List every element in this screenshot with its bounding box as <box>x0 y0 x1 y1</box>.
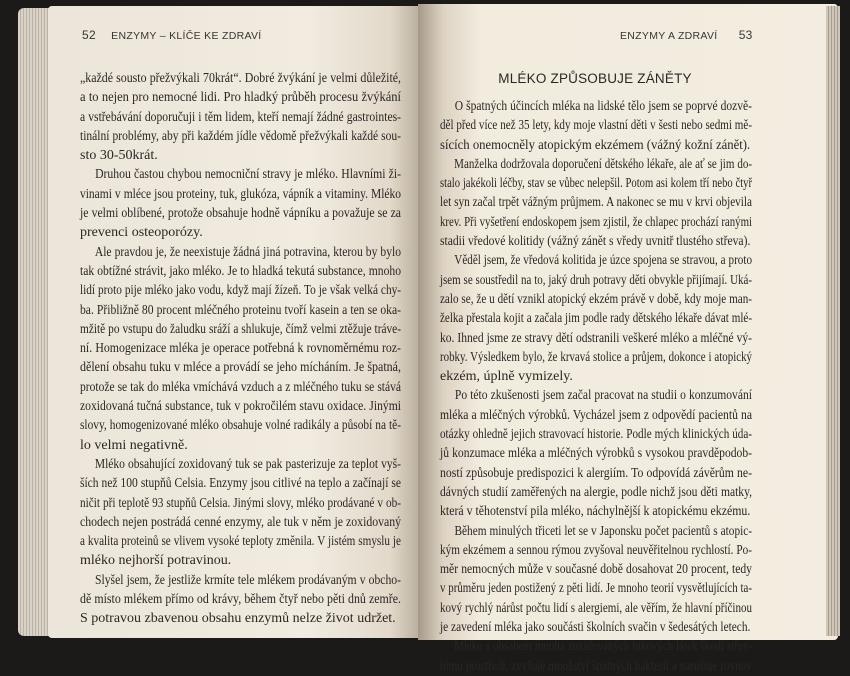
text-line: Po této zkušenosti jsem začal pracovat na studii o konzumování <box>454 388 752 404</box>
text-line: želka přestala kojit a začala jim podle rady dětského lékaře dávat mlé- <box>440 311 752 327</box>
text-line: jů konzumace mléka a mléčných výrobků s vysokou pravděpodob- <box>440 446 752 462</box>
text-line: tinální problémy, aby při každém jídle vědomě přežvýkali každé sou- <box>80 128 401 144</box>
left-running-head <box>82 28 262 42</box>
text-line: tak obtížné strávit, jako mléko. Je to hladká tekutá substance, mnoho <box>80 263 401 279</box>
page-edges-right <box>826 6 840 636</box>
text-line: Mléko s obsahem mnoha zoxidovaných tukových látek škodí střev- <box>454 639 752 655</box>
text-line: ších než 100 stupňů Celsia. Enzymy jsou citlivé na teplo a začínají se <box>80 476 401 492</box>
text-line: otázky ohledně jejich stravovací historie. Podle mých klinických úda- <box>440 427 752 443</box>
page-number-left: 52 <box>82 28 96 42</box>
text-line: protože se tak do mléka vmíchává vzduch a z mléčného tuku se stává <box>80 379 401 395</box>
right-body-text <box>440 97 752 676</box>
text-line: měr nemocných může v současné době dosahovat 20 procent, tedy <box>440 562 752 578</box>
text-line: mléka a mléčných výrobků. Vycházel jsem z odpovědí pacientů na <box>440 407 752 423</box>
text-line: a vstřebávání doporučuji i těm lidem, kteří nemají žádné gastrointes- <box>80 109 401 125</box>
running-head-title: ENZYMY A ZDRAVÍ <box>620 30 718 42</box>
text-line: dávných studií zaměřených na alergie, podle nichž jsou děti matky, <box>440 484 752 500</box>
page-number-right: 53 <box>738 28 753 42</box>
text-line: která v těhotenství pila mléko, náchylnější k atopickému ekzému. <box>440 504 751 520</box>
text-line: robky. Výsledkem bylo, že krvavá stolice a průjem, dokonce i atopický <box>440 349 752 365</box>
text-line: vinami v mléce jsou proteiny, tuk, glukóza, vápník a vitaminy. Mléko <box>80 186 401 202</box>
text-line: stadii vředové kolitidy (vážný zánět s vředy uvnitř tlustého střeva). <box>440 234 751 250</box>
text-line: sto 30-50krát. <box>80 148 158 164</box>
text-line: ní. Homogenizace mléka je operace potřebná k rovnoměrnému roz- <box>80 341 401 357</box>
text-line: slovy, homogenizované mléko obsahuje volné radikály a působí na tě- <box>80 418 401 434</box>
text-line: ko. Ihned jsme ze stravy dětí odstranili veškeré mléko a mléčné vý- <box>440 330 752 346</box>
text-line: ekzém, úplně vymizely. <box>440 369 573 385</box>
text-line: kový rychlý nárůst počtu lidí s alergiemi, ale věřím, že hlavní příčinou <box>440 600 752 616</box>
text-line: zoxidovaná tučná substance, tuk v pokročilém stavu oxidace. Jinými <box>80 399 401 415</box>
text-line: stalo jakékoli léčby, stav se vůbec nelepšil. Potom asi kolem tří nebo čtyř <box>440 176 752 192</box>
text-line: ností způsobuje predispozici k alergiím. To odpovídá závěrům ne- <box>440 465 752 481</box>
running-head-title: ENZYMY – KLÍČE KE ZDRAVÍ <box>111 30 262 42</box>
text-line: lo velmi negativně. <box>80 437 188 453</box>
text-line: mléko nejhorší potravinou. <box>80 553 232 569</box>
text-line: ba. Přibližně 80 procent mléčného proteinu tvoří kasein a ten se oka- <box>80 302 401 318</box>
text-line: sících onemocněly atopickým ekzémem (vážný kožní zánět). <box>440 137 751 153</box>
text-line: let syn začal trpět vážným průjmem. A nakonec se mu v krvi objevila <box>440 195 752 211</box>
text-line: v průměru jeden postižený z pěti lidí. Je mnoho teorií vysvětlujících ta- <box>440 581 752 597</box>
text-line: lidí proto pije mléko jako vodu, když mají žízeň. To je však velká chy- <box>80 283 401 299</box>
text-line: chodech nejen postrádá cenné enzymy, ale tuk v něm je zoxidovaný <box>80 514 401 530</box>
text-line: Manželka dodržovala doporučení dětského lékaře, ale ať se jim do- <box>454 156 752 172</box>
text-line: a to nejen pro nemocné lidi. Pro hladký průběh procesu žvýkání <box>80 90 401 106</box>
left-body-text <box>80 69 401 629</box>
text-line: jsem se soustředil na to, jaký druh potravy děti obvykle přijímají. Uká- <box>440 272 752 288</box>
text-line: krev. Při vyšetření endoskopem jsem zjistil, že chlapec prochází ranými <box>440 214 752 230</box>
text-line: mžitě po vstupu do žaludku sráží a shlukuje, čímž velmi ztěžuje tráve- <box>80 321 401 337</box>
section-title: MLÉKO ZPŮSOBUJE ZÁNĚTY <box>498 71 692 86</box>
text-line: děl před více než 35 lety, kdy moje vlastní děti v šesti nebo sedmi mě- <box>440 118 752 134</box>
text-line: ničit při teplotě 93 stupňů Celsia. Jinými slovy, mléko prodávané v ob- <box>80 495 401 511</box>
text-line: S potravou zbavenou obsahu enzymů nelze život udržet. <box>80 611 396 627</box>
text-line: Ale pravdou je, že neexistuje žádná jiná potravina, kterou by bylo <box>94 244 401 260</box>
text-line: a kvalita proteinů se vlivem vysoké teploty změnila. V jistém smyslu je <box>80 534 401 550</box>
text-line: nímu prostředí, zvyšuje množství špatných bakterií a narušuje rovnov <box>440 658 752 674</box>
text-line: dě místo mlékem přímo od krávy, během čtyř nebo pěti dnů zemře. <box>80 592 401 608</box>
text-line: O špatných účincích mléka na lidské tělo jsem se poprvé dozvě- <box>454 99 752 114</box>
text-line: prevenci osteoporózy. <box>80 225 203 241</box>
text-line: kým ekzémem a sennou rýmou zvyšoval neuvěřitelnou rychlostí. Po- <box>440 542 752 558</box>
text-line: dělení obsahu tuku v mléce a provádí se jeho mícháním. Je špatná, <box>80 360 401 376</box>
text-line: zalo se, že u dětí vznikl atopický ekzém právě v době, kdy moje man- <box>440 291 752 307</box>
text-line: „každé sousto přežvýkali 70krát“. Dobré žvýkání je velmi důležité, <box>80 71 401 86</box>
text-line: Během minulých třiceti let se v Japonsku počet pacientů s atopic- <box>454 523 752 539</box>
text-line: Slyšel jsem, že jestliže krmíte tele mlékem prodávaným v obcho- <box>94 572 402 588</box>
right-running-head <box>620 28 753 42</box>
text-line: Věděl jsem, že vředová kolitida je úzce spojena se stravou, a proto <box>454 253 752 269</box>
text-line: Druhou častou chybou nemocniční stravy je mléko. Hlavními ži- <box>95 167 402 183</box>
text-line: je zavedení mléka jako součásti školních svačin v šedesátých letech. <box>440 620 751 636</box>
text-line: je velmi oblíbené, protože obsahuje hodně vápníku a považuje se za <box>80 206 401 222</box>
text-line: Mléko obsahující zoxidovaný tuk se pak pasterizuje za teplot vyš- <box>94 456 401 472</box>
